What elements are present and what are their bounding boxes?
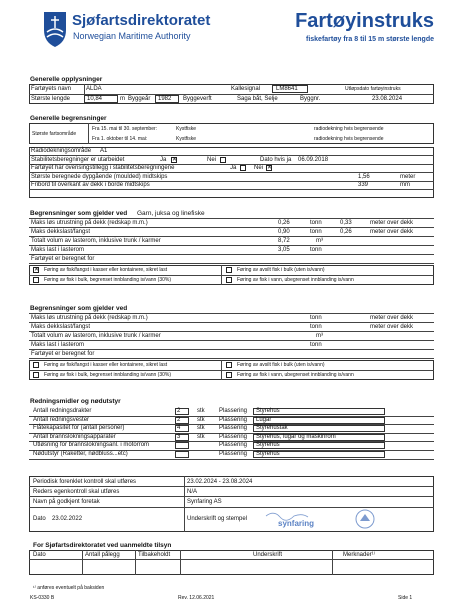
length-value: 10,84 <box>87 96 103 102</box>
footnote: ¹⁾ anføres eventuelt på baksiden <box>33 585 105 591</box>
safety-row-unit: stk <box>197 433 205 440</box>
stamp-logo <box>354 508 376 530</box>
draught-value: 1,56 <box>358 174 370 180</box>
document-subtitle: fiskefartøy fra 8 til 15 m største lengde <box>306 36 434 43</box>
limits1-opt1-checkbox[interactable]: ✕ <box>34 267 40 273</box>
safety-row-count: 3 <box>177 433 181 440</box>
safety-count-box <box>175 451 189 458</box>
radio-area: A1 <box>100 148 108 154</box>
safety-row-unit: stk <box>197 416 205 423</box>
safety-row-place: Styrehus, lugar og maskinrom <box>256 433 336 440</box>
safety-row-place-label: Plassering <box>219 425 248 432</box>
safety-row-unit: stk <box>197 425 205 432</box>
safety-row-place-label: Plassering <box>219 433 248 440</box>
form-number: KS-0330 B <box>30 595 55 601</box>
yard-value: Saga båt, Selje <box>237 96 278 102</box>
safety-row-place-label: Plassering <box>219 451 248 457</box>
icing-yes-checkbox[interactable] <box>240 165 246 171</box>
safety-place-box <box>253 417 385 424</box>
safety-row-label: Nødutstyr (Raketter, nødbluss...etc) <box>33 451 128 457</box>
radio-area-label: Radiodekningsområde <box>31 148 92 154</box>
stability-yes-checkbox[interactable]: ✕ <box>172 157 178 163</box>
company-name: Synfaring AS <box>187 499 222 505</box>
issue-date: 23.08.2024 <box>372 96 403 102</box>
limits1-max-lift: 0,26 <box>278 220 290 226</box>
stability-no-checkbox[interactable] <box>220 157 226 163</box>
safety-row-divider <box>29 459 434 460</box>
safety-row-label: Antall redningsvester <box>33 416 90 423</box>
safety-title: Redningsmidler og nødutstyr <box>30 398 121 405</box>
limits1-opt3-checkbox[interactable] <box>33 277 39 283</box>
safety-row-place: Styrehustak <box>256 425 288 432</box>
limits1-title: Begrensninger som gjelder ved <box>30 210 128 217</box>
page-number: Side 1 <box>398 595 413 601</box>
limits1-hold-max: 3,05 <box>278 247 290 253</box>
call-sign: LM8641 <box>276 86 298 92</box>
general-info-title: Generelle opplysninger <box>30 76 103 83</box>
stability-date: 06.09.2018 <box>298 157 329 163</box>
build-number-label: Byggnr. <box>300 96 321 102</box>
safety-row-place-label: Plassering <box>219 408 248 414</box>
safety-row-place: Styrehus <box>256 442 280 449</box>
limits1-gear: Garn, juksa og linefiske <box>137 210 205 217</box>
safety-row-label: Antall brannslokningsapparater <box>33 433 116 440</box>
limits2-opt4-checkbox[interactable] <box>226 372 232 378</box>
limits2-opt1-checkbox[interactable] <box>33 362 39 368</box>
org-name: Sjøfartsdirektoratet <box>72 12 211 29</box>
limits1-hold-volume: 8,72 <box>278 238 290 244</box>
signature <box>264 508 334 528</box>
control-date: 23.02.2022 <box>52 516 83 522</box>
periodic-control: 23.02.2024 - 23.08.2024 <box>187 479 253 485</box>
build-year: 1982 <box>158 96 172 102</box>
safety-row-place: Lugar <box>256 416 272 423</box>
owner-control: N/A <box>187 489 198 495</box>
revision: Rev. 12.06.2021 <box>178 595 215 601</box>
safety-row-place-label: Plassering <box>219 416 248 423</box>
safety-row-unit: stk <box>197 408 205 414</box>
length-label: Største lengde <box>31 96 71 102</box>
org-name-en: Norwegian Maritime Authority <box>73 31 191 41</box>
safety-row-place: Styrehus <box>256 408 280 414</box>
safety-row-count: 2 <box>177 416 181 423</box>
general-limits-title: Generelle begrensninger <box>30 115 107 122</box>
limits2-opt3-checkbox[interactable] <box>33 372 39 378</box>
document-title: Fartøyinstruks <box>295 10 434 32</box>
vessel-name: ALDA <box>86 86 102 92</box>
freeboard-value: 339 <box>358 182 369 188</box>
safety-count-box <box>175 442 189 449</box>
svg-text:synfaring: synfaring <box>278 519 315 528</box>
icing-no-checkbox[interactable]: ✕ <box>267 165 273 171</box>
limits1-deck-load: 0,90 <box>278 229 290 235</box>
vessel-name-label: Fartøyets navn <box>31 86 72 92</box>
season-label: Største fartsområde <box>32 131 77 137</box>
safety-row-place-label: Plassering <box>219 442 248 449</box>
issue-date-label: Utløpsdato fartøyinstruks <box>345 86 401 92</box>
authority-logo <box>42 8 68 48</box>
limits1-deck-load-height: 0,26 <box>340 229 352 235</box>
call-sign-label: Kallesignal <box>231 86 261 92</box>
yard-label: Byggeverft <box>183 96 212 102</box>
limits1-opt2-checkbox[interactable] <box>226 267 232 273</box>
limits2-title: Begrensninger som gjelder ved <box>30 305 128 312</box>
safety-row-place: Styrehus <box>256 451 280 457</box>
safety-row-count: 4 <box>177 425 181 432</box>
limits2-opt2-checkbox[interactable] <box>226 362 232 368</box>
authority-section-title: For Sjøfartsdirektoratet ved uanmeldte tilsyn <box>33 542 172 549</box>
safety-row-label: Utløsning for brannslokningsanl. i motorrom <box>33 442 150 449</box>
limits1-max-lift-height: 0,33 <box>340 220 352 226</box>
limits1-opt4-checkbox[interactable] <box>226 277 232 283</box>
year-label: Byggeår <box>128 96 151 102</box>
safety-row-count: 2 <box>177 408 181 414</box>
safety-row-label: Flåtekapasitet for (antall personer) <box>33 425 125 432</box>
safety-row-label: Antall redningsdrakter <box>33 408 92 414</box>
